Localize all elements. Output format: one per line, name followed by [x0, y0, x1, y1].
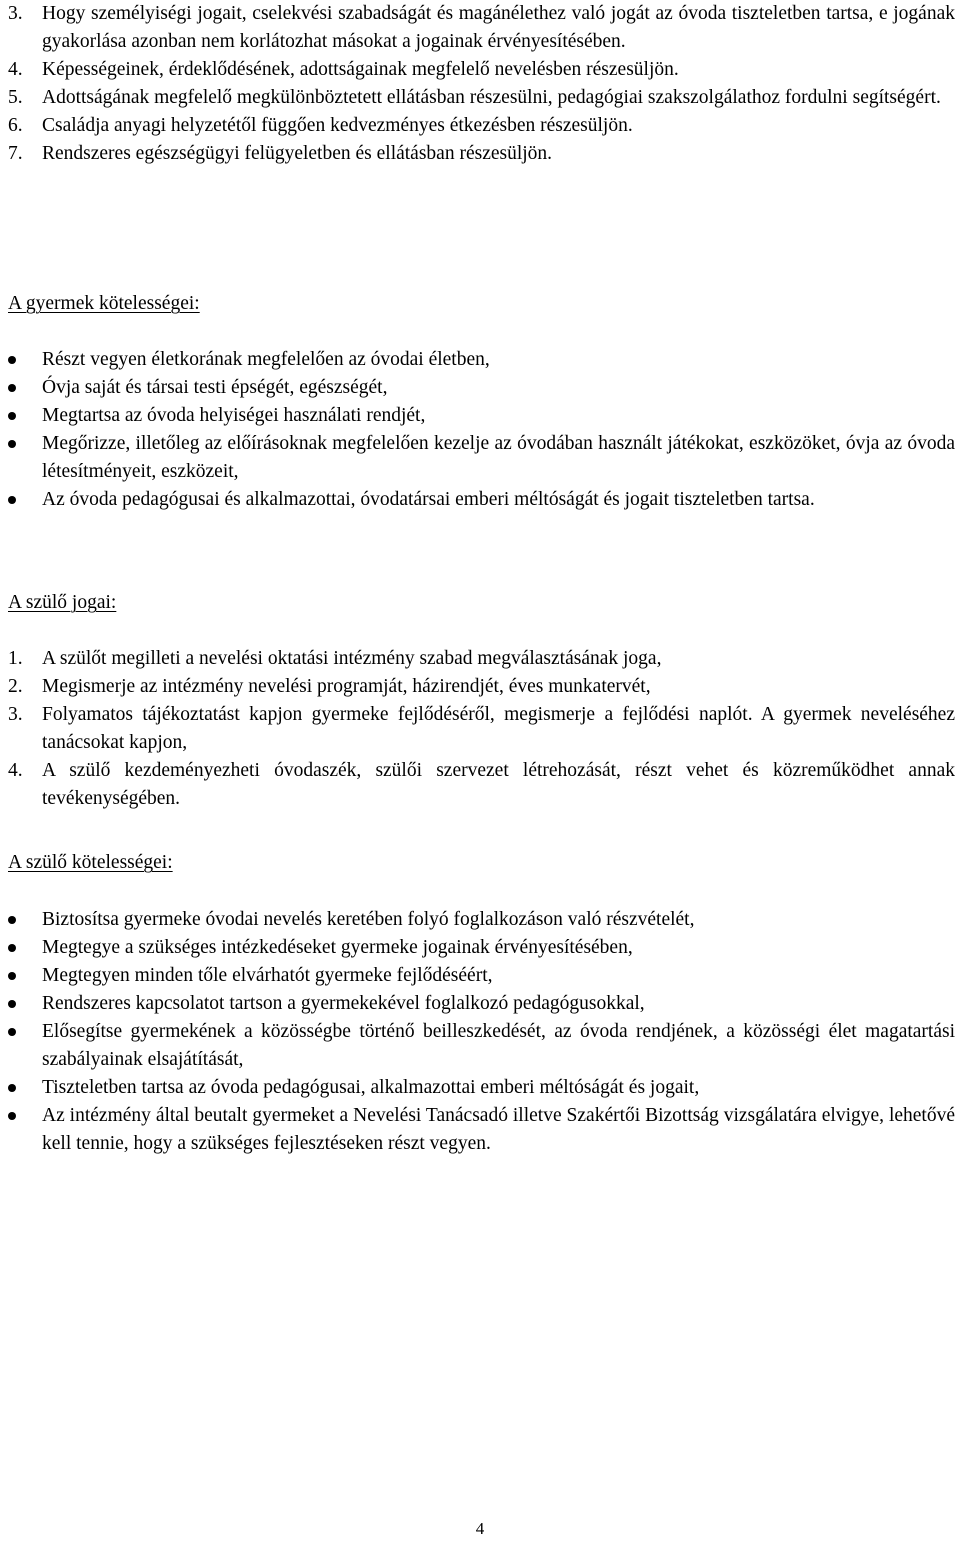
bullet-icon	[8, 1084, 16, 1092]
list-text: A szülőt megilleti a nevelési oktatási intézmény szabad megválasztásának joga,	[42, 648, 662, 669]
bullet-icon	[8, 1000, 16, 1008]
bullet-icon	[8, 944, 16, 952]
parent-duties-list	[8, 906, 955, 1158]
list-number: 7.	[8, 143, 23, 164]
list-text: Megőrizze, illetőleg az előírásoknak megfelelően kezelje az óvodában használt játékokat, eszközöket, óvja az óvoda létesítményeit, eszközeit,	[42, 433, 955, 482]
list-item	[8, 645, 955, 673]
section-heading-parent-duties: A szülő kötelességei:	[8, 852, 173, 873]
list-text: Az intézmény által beutalt gyermeket a Nevelési Tanácsadó illetve Szakértői Bizottság vizsgálatára elvigye, lehetővé kell tennie, hogy a szükséges fejlesztéseken részt vegyen.	[42, 1105, 955, 1154]
list-number: 3.	[8, 704, 23, 725]
list-item	[8, 673, 955, 701]
child-rights-list	[8, 0, 955, 168]
list-item	[8, 402, 955, 430]
list-item	[8, 486, 955, 514]
list-item	[8, 84, 955, 112]
list-number: 4.	[8, 59, 23, 80]
list-text: Rendszeres egészségügyi felügyeletben és ellátásban részesüljön.	[42, 143, 553, 164]
list-text: A szülő kezdeményezheti óvodaszék, szülői szervezet létrehozását, részt vehet és közreműködhet annak tevékenységében.	[42, 760, 955, 809]
list-text: Elősegítse gyermekének a közösségbe történő beilleszkedését, az óvoda rendjének, a közösségi élet magatartási szabályainak elsajátítását,	[42, 1021, 955, 1070]
list-item	[8, 990, 955, 1018]
list-number: 6.	[8, 115, 23, 136]
list-text: Képességeinek, érdeklődésének, adottságainak megfelelő nevelésben részesüljön.	[42, 59, 679, 80]
bullet-icon	[8, 972, 16, 980]
list-text: Megtegye a szükséges intézkedéseket gyermeke jogainak érvényesítésében,	[42, 937, 633, 958]
list-item	[8, 140, 955, 168]
list-text: Megtartsa az óvoda helyiségei használati rendjét,	[42, 405, 426, 426]
bullet-icon	[8, 916, 16, 924]
list-item	[8, 346, 955, 374]
child-duties-list	[8, 346, 955, 514]
list-item	[8, 962, 955, 990]
list-text: Megismerje az intézmény nevelési programját, házirendjét, éves munkatervét,	[42, 676, 651, 697]
list-item	[8, 374, 955, 402]
bullet-icon	[8, 1112, 16, 1120]
bullet-icon	[8, 356, 16, 364]
page-number: 4	[475, 1519, 485, 1538]
list-item	[8, 112, 955, 140]
list-item	[8, 430, 955, 486]
section-heading-child-duties: A gyermek kötelességei:	[8, 293, 200, 314]
list-number: 2.	[8, 676, 23, 697]
list-item	[8, 0, 955, 56]
list-text: Adottságának megfelelő megkülönböztetett ellátásban részesülni, pedagógiai szakszolgálathoz fordulni segítségért.	[42, 87, 941, 108]
list-text: Az óvoda pedagógusai és alkalmazottai, óvodatársai emberi méltóságát és jogait tiszteletben tartsa.	[42, 489, 815, 510]
list-item	[8, 1018, 955, 1074]
list-text: Hogy személyiségi jogait, cselekvési szabadságát és magánélethez való jogát az óvoda tiszteletben tartsa, e jogának gyakorlása azonban nem korlátozhat másokat a jogainak érvényesítésében.	[42, 3, 955, 52]
parent-rights-list	[8, 645, 955, 813]
list-number: 4.	[8, 760, 23, 781]
bullet-icon	[8, 496, 16, 504]
bullet-icon	[8, 440, 16, 448]
list-text: Részt vegyen életkorának megfelelően az óvodai életben,	[42, 349, 490, 370]
list-item	[8, 1074, 955, 1102]
list-item	[8, 56, 955, 84]
bullet-icon	[8, 1028, 16, 1036]
list-text: Rendszeres kapcsolatot tartson a gyermekekével foglalkozó pedagógusokkal,	[42, 993, 645, 1014]
list-number: 5.	[8, 87, 23, 108]
list-text: Óvja saját és társai testi épségét, egészségét,	[42, 377, 388, 398]
list-text: Megtegyen minden tőle elvárhatót gyermeke fejlődéséért,	[42, 965, 493, 986]
list-text: Biztosítsa gyermeke óvodai nevelés keretében folyó foglalkozáson való részvételét,	[42, 909, 695, 930]
list-number: 3.	[8, 3, 23, 24]
bullet-icon	[8, 412, 16, 420]
list-item	[8, 1102, 955, 1158]
list-item	[8, 701, 955, 757]
list-item	[8, 757, 955, 813]
list-text: Tiszteletben tartsa az óvoda pedagógusai, alkalmazottai emberi méltóságát és jogait,	[42, 1077, 700, 1098]
bullet-icon	[8, 384, 16, 392]
list-text: Folyamatos tájékoztatást kapjon gyermeke fejlődéséről, megismerje a fejlődési naplót. A gyermek neveléséhez tanácsokat kapjon,	[42, 704, 955, 753]
section-heading-parent-rights: A szülő jogai:	[8, 592, 117, 613]
list-item	[8, 906, 955, 934]
list-text: Családja anyagi helyzetétől függően kedvezményes étkezésben részesüljön.	[42, 115, 633, 136]
list-number: 1.	[8, 648, 23, 669]
list-item	[8, 934, 955, 962]
